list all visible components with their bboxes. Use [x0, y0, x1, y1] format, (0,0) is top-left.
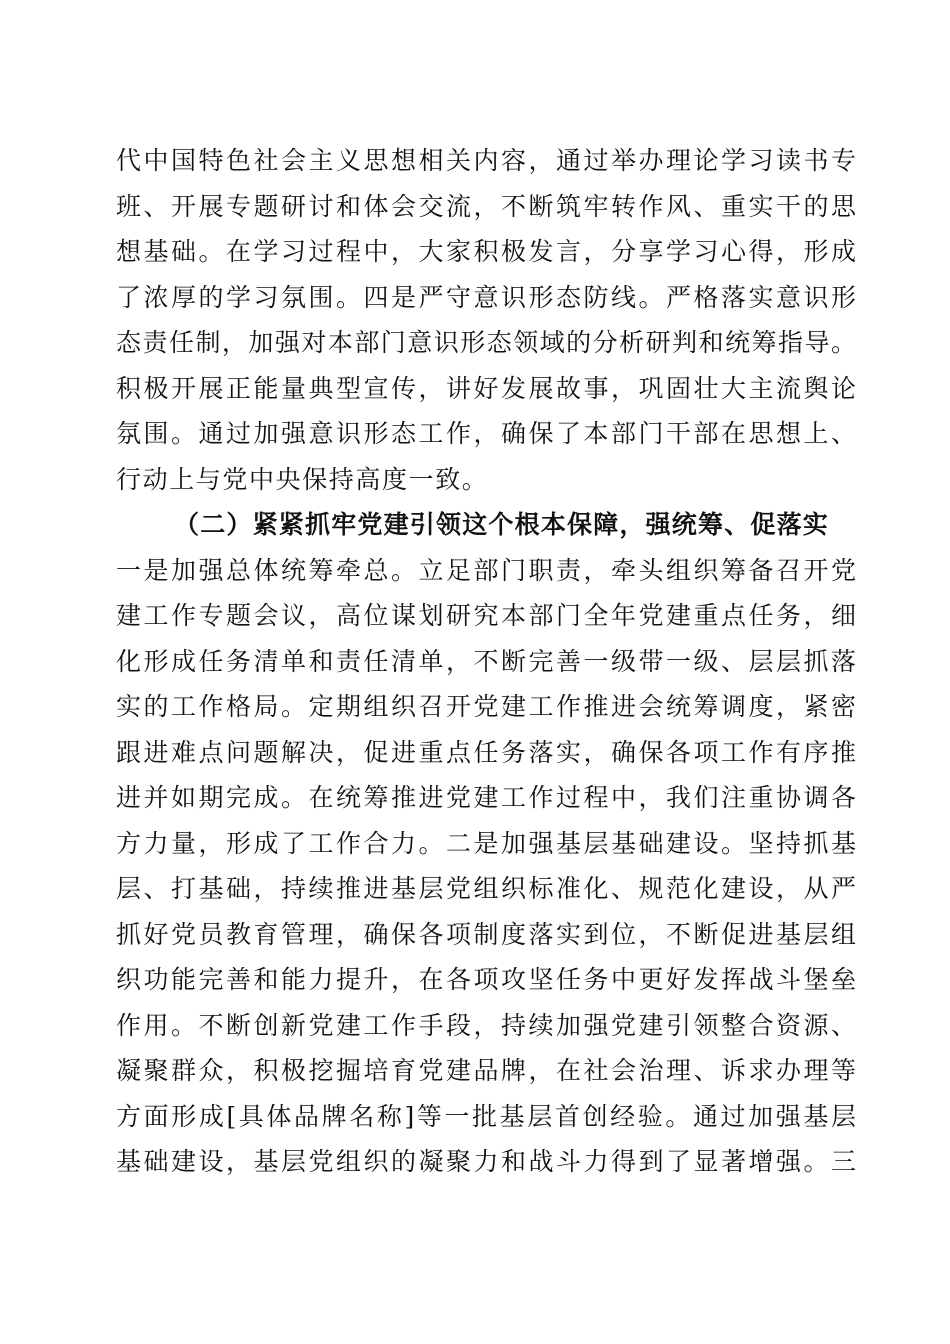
- section-two: [116, 502, 856, 1185]
- section-heading: （二）紧紧抓牢党建引领这个根本保障，强统筹、促落实: [174, 510, 830, 539]
- text-line: 了浓厚的学习氛围。四是严守意识形态防线。严格落实意识形: [116, 282, 856, 312]
- text-line: 建工作专题会议，高位谋划研究本部门全年党建重点任务，细: [116, 601, 856, 630]
- text-line: 跟进难点问题解决，促进重点任务落实，确保各项工作有序推: [116, 737, 856, 767]
- text-line: 基础建设，基层党组织的凝聚力和战斗力得到了显著增强。三: [116, 1147, 856, 1176]
- text-line: 方力量，形成了工作合力。二是加强基层基础建设。坚持抓基: [116, 828, 856, 858]
- text-line: 氛围。通过加强意识形态工作，确保了本部门干部在思想上、: [116, 419, 856, 448]
- text-line: 代中国特色社会主义思想相关内容，通过举办理论学习读书专: [116, 146, 856, 175]
- text-line: 一是加强总体统筹牵总。立足部门职责，牵头组织筹备召开党: [116, 555, 856, 585]
- text-line: 班、开展专题研讨和体会交流，不断筑牢转作风、重实干的思: [116, 191, 856, 221]
- text-line: 凝聚群众，积极挖掘培育党建品牌，在社会治理、诉求办理等: [116, 1056, 856, 1085]
- text-line: 想基础。在学习过程中，大家积极发言，分享学习心得，形成: [116, 237, 856, 266]
- text-line: 方面形成[具体品牌名称]等一批基层首创经验。通过加强基层: [116, 1101, 856, 1131]
- text-line: 作用。不断创新党建工作手段，持续加强党建引领整合资源、: [116, 1010, 856, 1040]
- text-line: 织功能完善和能力提升，在各项攻坚任务中更好发挥战斗堡垒: [116, 965, 856, 994]
- text-line: 行动上与党中央保持高度一致。: [116, 464, 489, 494]
- text-line: 进并如期完成。在统筹推进党建工作过程中，我们注重协调各: [116, 783, 856, 812]
- text-line: 化形成任务清单和责任清单，不断完善一级带一级、层层抓落: [116, 646, 856, 676]
- text-line: 层、打基础，持续推进基层党组织标准化、规范化建设，从严: [116, 874, 856, 903]
- text-line: 抓好党员教育管理，确保各项制度落实到位，不断促进基层组: [116, 919, 856, 949]
- text-line: 态责任制，加强对本部门意识形态领域的分析研判和统筹指导。: [116, 328, 856, 357]
- text-line: 积极开展正能量典型宣传，讲好发展故事，巩固壮大主流舆论: [116, 373, 856, 403]
- text-line: 实的工作格局。定期组织召开党建工作推进会统筹调度，紧密: [116, 692, 856, 721]
- paragraph-ideology: [116, 138, 856, 502]
